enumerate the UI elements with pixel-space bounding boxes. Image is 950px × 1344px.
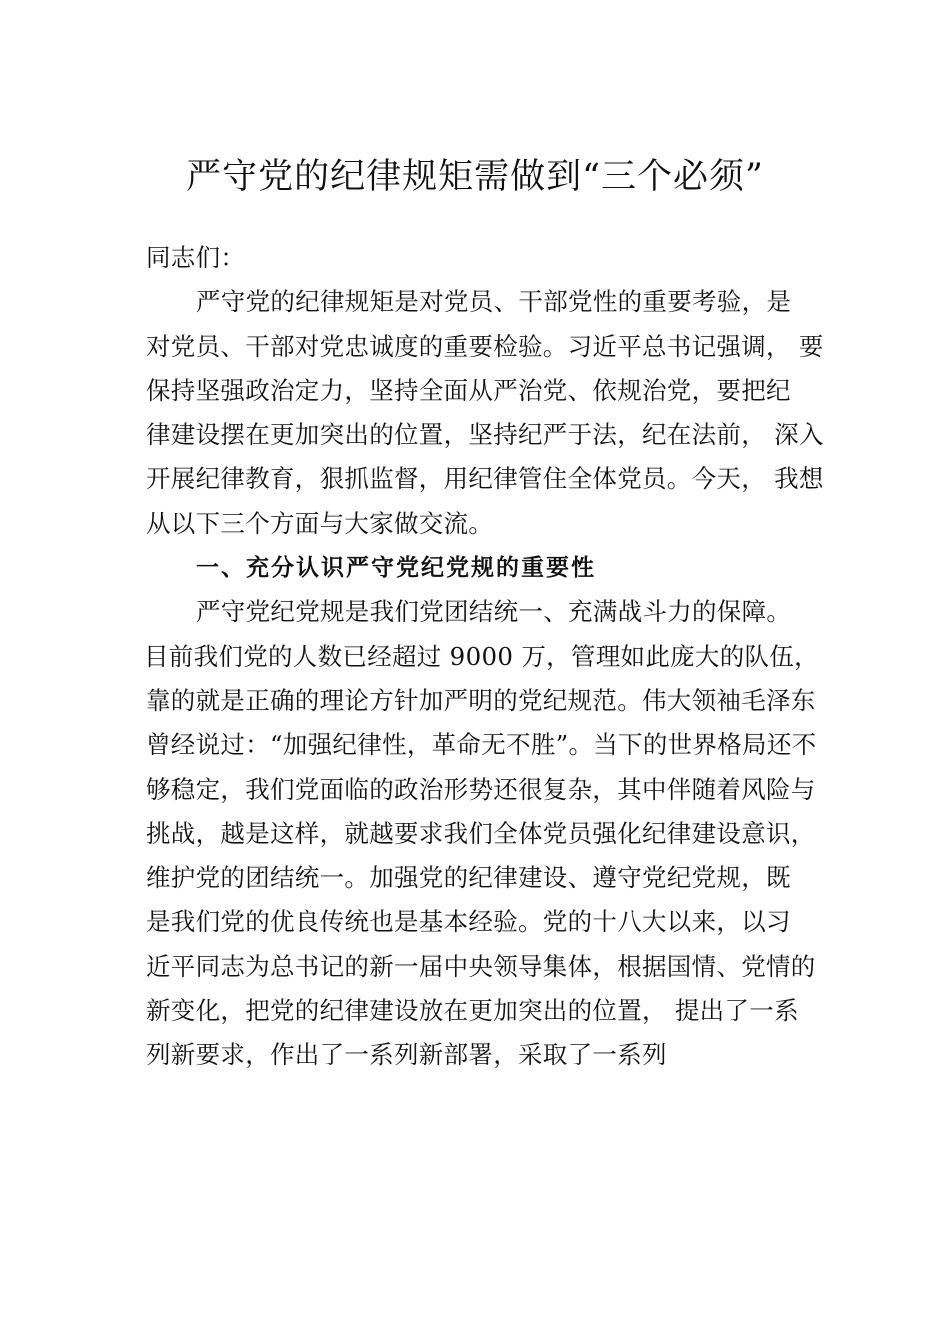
paragraph-line: 严守党纪党规是我们党团结统一、充满战斗力的保障。: [196, 597, 792, 627]
paragraph-line: 挑战，越是这样，就越要求我们全体党员强化纪律建设意识，: [146, 818, 816, 848]
paragraph-line: 律建设摆在更加突出的位置，坚持纪严于法，纪在法前， 深入: [146, 420, 824, 450]
salutation: 同志们：: [146, 243, 246, 272]
paragraph-line: 从以下三个方面与大家做交流。: [146, 508, 494, 538]
paragraph-line: 维护党的团结统一。加强党的纪律建设、遵守党纪党规，既: [146, 863, 791, 893]
paragraph-line: 列新要求，作出了一系列新部署，采取了一系列: [146, 1040, 667, 1070]
document-body: [146, 236, 836, 1078]
paragraph-line: 严守党的纪律规矩是对党员、干部党性的重要考验，是: [196, 287, 792, 317]
paragraph-line: 够稳定，我们党面临的政治形势还很复杂，其中伴随着风险与: [146, 774, 816, 804]
paragraph-line: 新变化，把党的纪律建设放在更加突出的位置， 提出了一系: [146, 996, 799, 1026]
paragraph-line: 近平同志为总书记的新一届中央领导集体，根据国情、党情的: [146, 951, 816, 981]
paragraph-line: 保持坚强政治定力，坚持全面从严治党、依规治党，要把纪: [146, 375, 791, 405]
paragraph-line: 目前我们党的人数已经超过 9000 万，管理如此庞大的队伍，: [144, 641, 819, 671]
paragraph-line: 开展纪律教育，狠抓监督，用纪律管住全体党员。今天， 我想: [146, 464, 824, 494]
paragraph-line: 对党员、干部对党忠诚度的重要检验。习近平总书记强调， 要: [146, 331, 824, 361]
section-heading: 一、充分认识严守党纪党规的重要性: [196, 555, 596, 582]
document-title: 严守党的纪律规矩需做到“三个必须”: [186, 157, 764, 197]
paragraph-line: 曾经说过：“加强纪律性，革命无不胜”。当下的世界格局还不: [146, 730, 817, 760]
paragraph-line: 靠的就是正确的理论方针加严明的党纪规范。伟大领袖毛泽东: [146, 685, 816, 715]
paragraph-line: 是我们党的优良传统也是基本经验。党的十八大以来，以习: [146, 907, 791, 937]
